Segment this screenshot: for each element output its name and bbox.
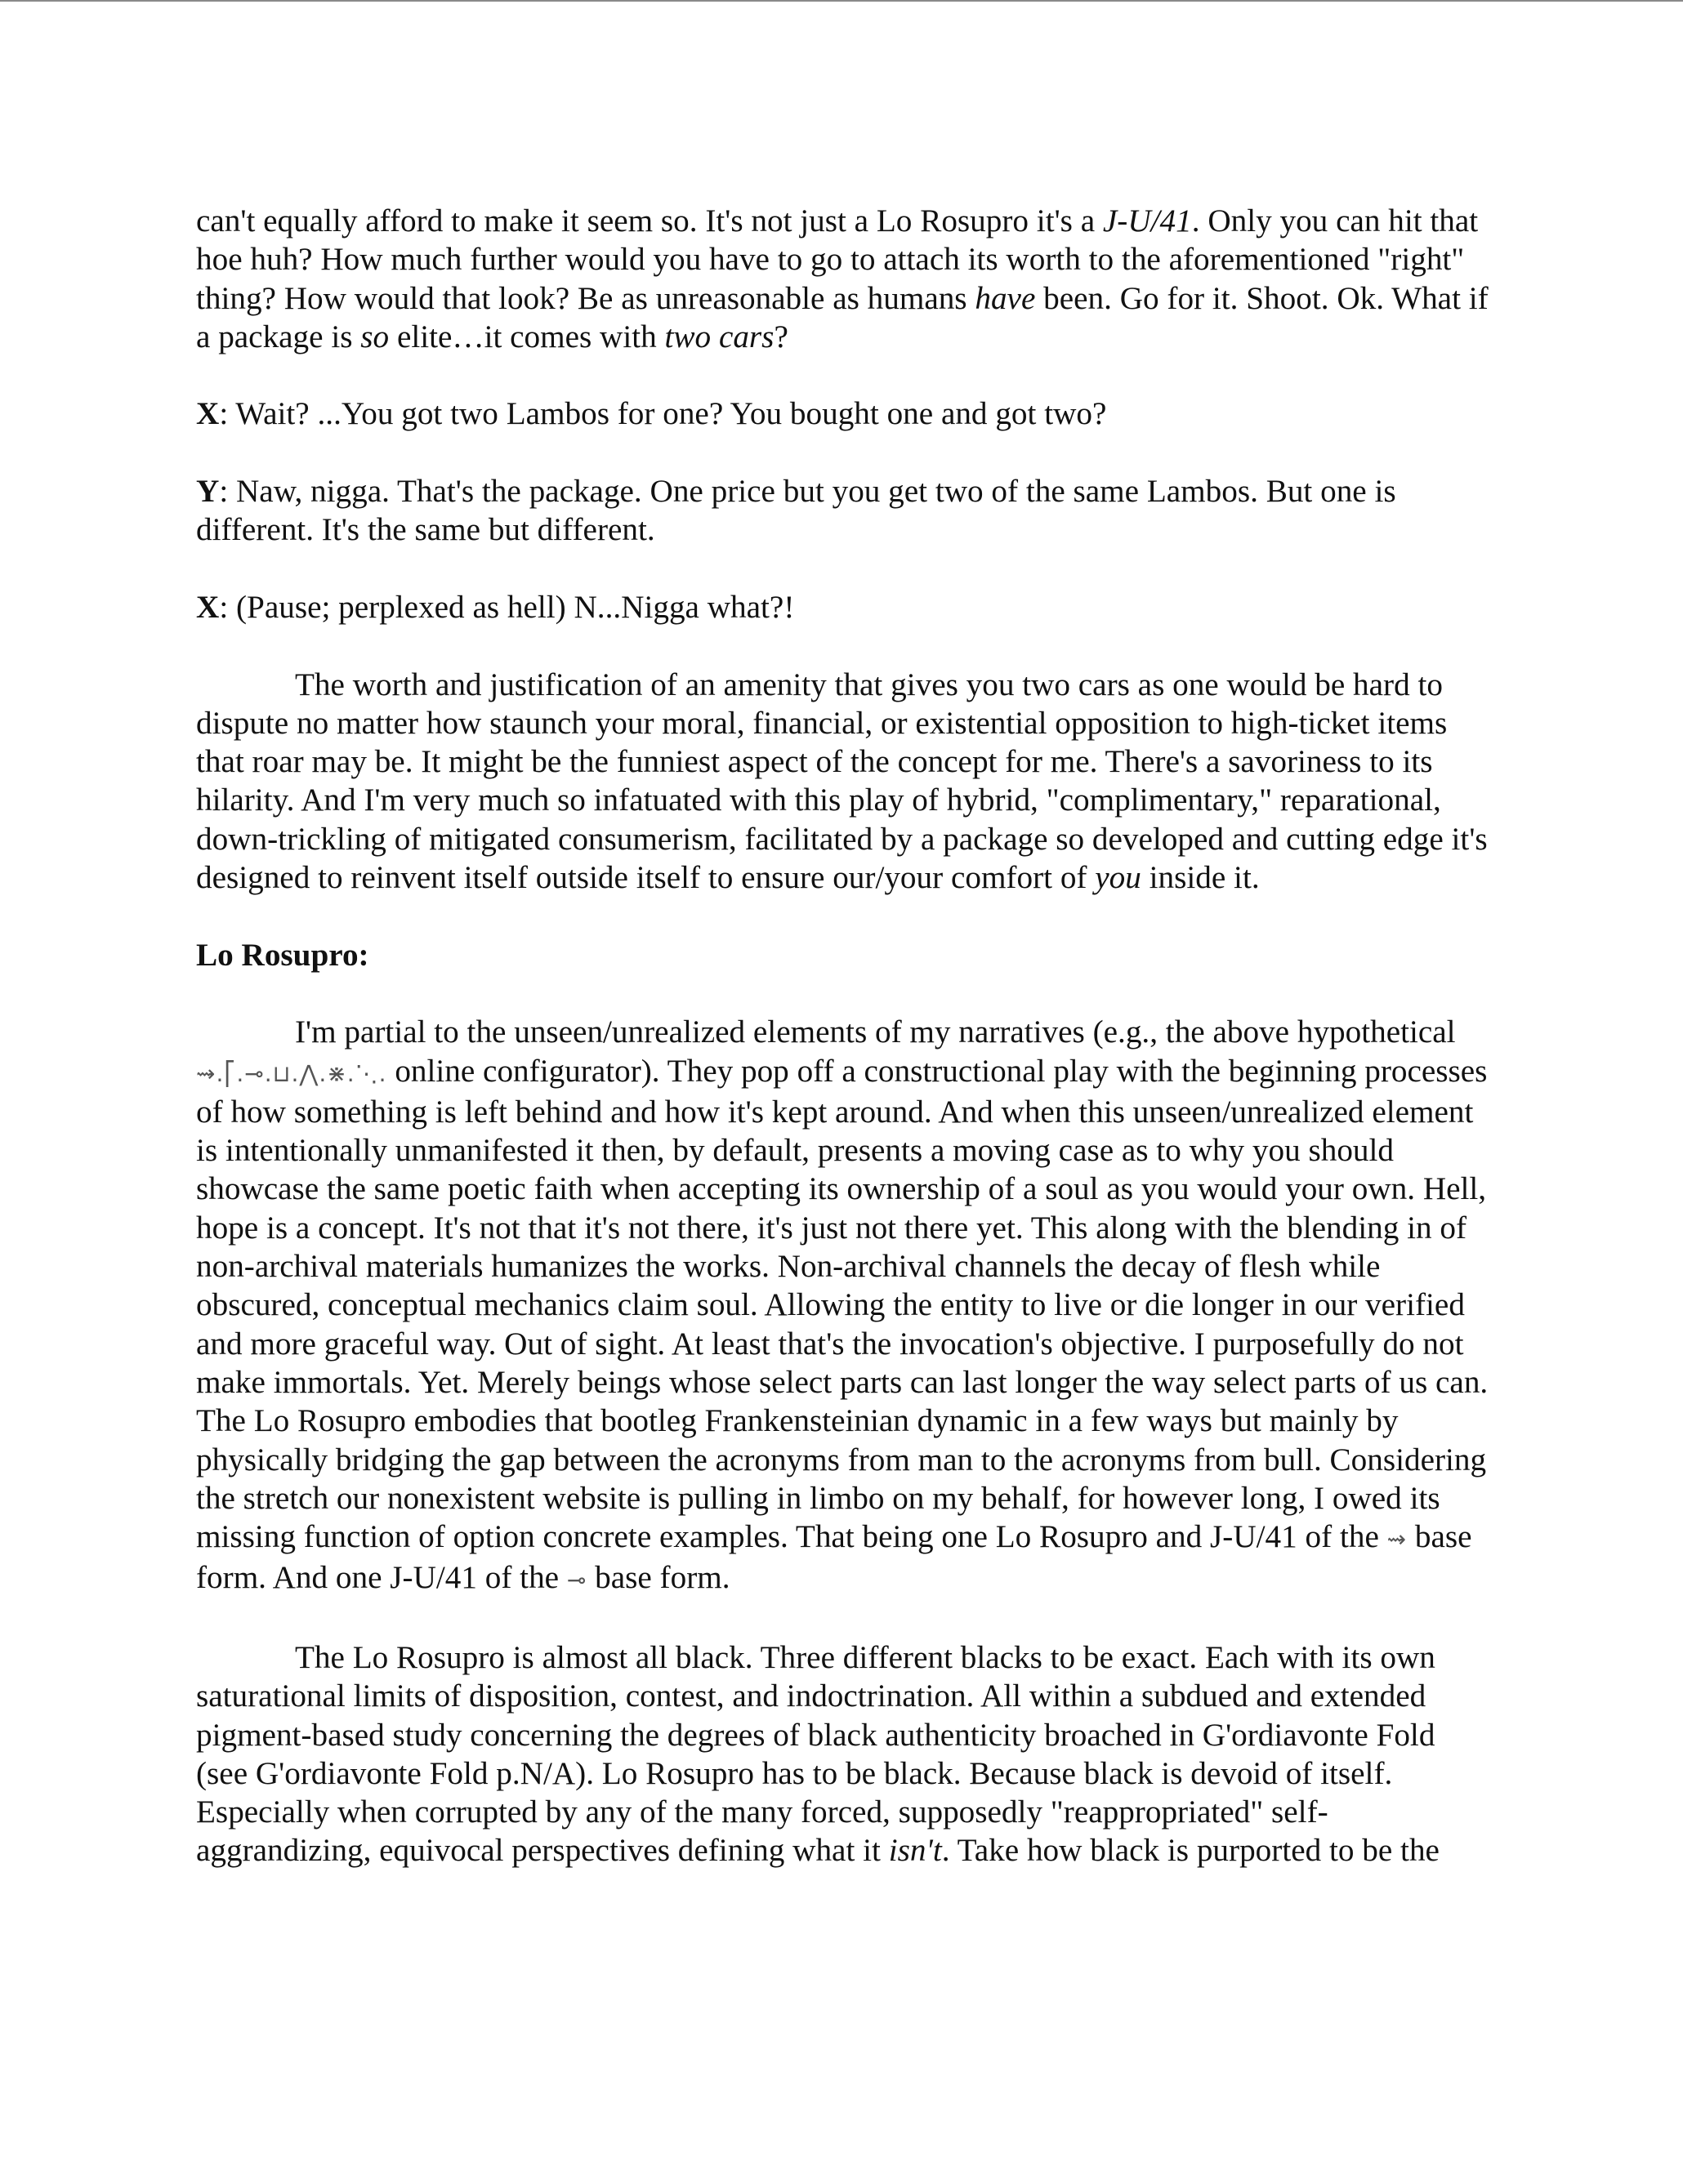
black-paragraph [196,1638,1491,1870]
intro-emphasis-4: two cars [664,319,775,354]
black-emphasis: isn't [888,1833,942,1869]
intro-text-3: been. Go for it. Shoot. Ok. What if a package is [196,280,1489,354]
dialogue-speaker: X [196,396,220,432]
dialogue-speaker: Y [196,474,220,510]
black-text-2: . Take how black is purported to be the [941,1833,1440,1869]
section-heading: Lo Rosupro: [196,937,369,973]
dialogue-text: : (Pause; perplexed as hell) N...Nigga what?! [219,589,795,625]
dialogue-line [196,588,1491,626]
worth-paragraph [196,666,1491,898]
intro-emphasis-2: have [975,280,1036,316]
intro-text-1: can't equally afford to make it seem so. It's not just a Lo Rosupro it's a [196,203,1103,238]
intro-text-4: elite…it comes with [389,319,665,354]
glyph-name-icon: ⇝.⎡.⊸.⊔.⋀.⋇.⋱. [196,1059,387,1087]
unseen-text-4: base form. [587,1560,730,1596]
worth-text-1: The worth and justification of an amenity that gives you two cars as one would be hard to dispute no matter how staunch your moral, financial, or existential opposition to high-ticket items that roar may be. It might be the funniest aspect of the concept for me. There's a savoriness to its hilarity. And I'm very much so infatuated with this play of hybrid, "complimentary," reparational, down-trickling of mitigated consumerism, facilitated by a package so developed and cutting edge it's designed to reinvent itself outside itself to ensure our/your comfort of [196,666,1488,896]
unseen-text-2: online configurator). They pop off a constructional play with the beginning processes of how something is left behind and how it's kept around. And when this unseen/unrealized element is intentionally unmanifested it then, by default, presents a moving case as to why you should showcase the same poetic faith when accepting its ownership of a soul as you would your own. Hell, hope is a concept. It's not that it's not there, it's just not there yet. This along with the blending in of non-archival materials humanizes the works. Non-archival channels the decay of flesh while obscured, conceptual mechanics claim soul. Allowing the entity to live or die longer in our verified and more graceful way. Out of sight. At least that's the invocation's objective. I purposefully do not make immortals. Yet. Merely beings whose select parts can last longer the way select parts of us can. The Lo Rosupro embodies that bootleg Frankensteinian dynamic in a few ways but mainly by physically bridging the gap between the acronyms from man to the acronyms from bull. Considering the stretch our nonexistent website is pulling in limbo on my behalf, for however long, I owed its missing function of option concrete examples. That being one Lo Rosupro and J-U/41 of the [196,1053,1489,1555]
dialogue-text: : Wait? ...You got two Lambos for one? You bought one and got two? [219,396,1107,432]
intro-paragraph [196,202,1491,356]
glyph-arrow-icon: ⇝ [1386,1526,1408,1553]
worth-emphasis: you [1095,860,1141,896]
dialogue-text: : Naw, nigga. That's the package. One price but you get two of the same Lambos. But one is different. It's the same but different. [196,474,1396,548]
dialogue-speaker: X [196,589,220,625]
document-page-body [196,202,1491,1870]
unseen-text-3: base form. And one J-U/41 of the [196,1519,1472,1596]
unseen-text-1: I'm partial to the unseen/unrealized elements of my narratives (e.g., the above hypothetical [295,1014,1456,1050]
black-text-1: The Lo Rosupro is almost all black. Three different blacks to be exact. Each with its own saturational limits of disposition, contest, and indoctrination. All within a subdued and extended pigment-based study concerning the degrees of black authenticity broached in G'ordiavonte Fold (see G'ordiavonte Fold p.N/A). Lo Rosupro has to be black. Because black is devoid of itself. Especially when corrupted by any of the many forced, supposedly "reappropriated" self-aggrandizing, equivocal perspectives defining what it [196,1639,1435,1869]
worth-text-2: inside it. [1141,860,1260,896]
glyph-eye-icon: ⊸ [566,1567,587,1594]
intro-emphasis-1: J-U/41 [1102,203,1192,238]
unseen-paragraph [196,1013,1491,1599]
intro-text-5: ? [774,319,788,354]
dialogue-line [196,472,1491,550]
intro-text-2: . Only you can hit that hoe huh? How much further would you have to go to attach its worth to the aforementioned "right" thing? How would that look? Be as unreasonable as humans [196,203,1479,316]
page-top-border [0,0,1683,2]
intro-emphasis-3: so [360,319,390,354]
dialogue-line [196,394,1491,433]
